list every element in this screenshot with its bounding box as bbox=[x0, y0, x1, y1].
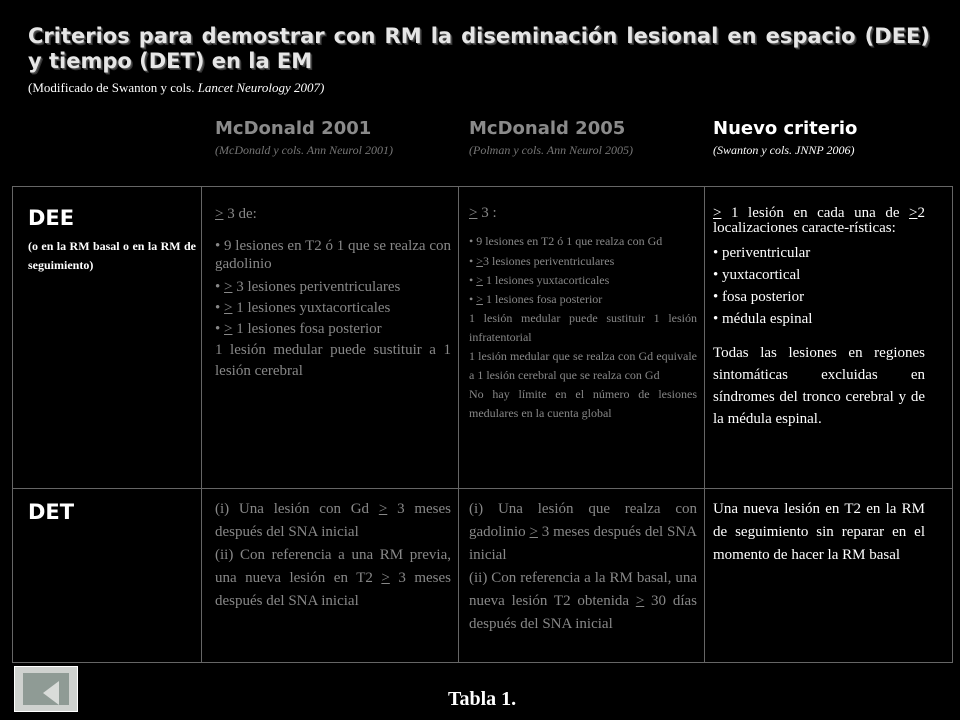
back-button[interactable] bbox=[14, 666, 78, 712]
gte-symbol: > bbox=[378, 501, 388, 517]
cell-paragraph: Todas las lesiones en regiones sintomáticas excluidas en síndromes del tronco cerebral y de la médula espinal. bbox=[713, 345, 925, 427]
list-item bbox=[469, 271, 697, 290]
row-label-dee: DEE bbox=[28, 206, 75, 230]
cell-intro bbox=[713, 206, 925, 236]
subtitle-journal: Lancet Neurology 2007) bbox=[197, 80, 325, 95]
col-ref-mcdonald-2001: (McDonald y cols. Ann Neurol 2001) bbox=[215, 143, 393, 157]
table-bottom-border bbox=[12, 662, 953, 663]
gte-symbol: > bbox=[215, 206, 224, 222]
list-item-text: 3 lesiones periventriculares bbox=[232, 279, 401, 295]
cell-det-nuevo-criterio: Una nueva lesión en T2 en la RM de seguimiento sin reparar en el momento de hacer la RM basal bbox=[713, 501, 925, 563]
col-ref-mcdonald-2005: (Polman y cols. Ann Neurol 2005) bbox=[469, 143, 633, 157]
gte-symbol: > bbox=[224, 321, 233, 337]
cell-paragraph: 1 lesión medular puede sustituir a 1 lesión cerebral bbox=[215, 342, 451, 379]
back-arrow-icon bbox=[23, 673, 69, 705]
list-item bbox=[469, 252, 697, 271]
col-divider bbox=[458, 186, 459, 663]
list-item: • 9 lesiones en T2 ó 1 que se realza con gadolinio bbox=[215, 237, 451, 273]
list-item bbox=[215, 298, 451, 319]
gte-symbol: > bbox=[713, 205, 722, 221]
row-label-det: DET bbox=[28, 500, 75, 524]
cell-intro-text: 2 localizaciones caracte-rísticas: bbox=[713, 205, 925, 236]
list-item bbox=[215, 319, 451, 340]
page-title: Criterios para demostrar con RM la diseminación lesional en espacio (DEE) y tiempo (DET) en la EM bbox=[28, 24, 930, 73]
cell-paragraph bbox=[215, 498, 451, 544]
list-item: • 9 lesiones en T2 ó 1 que realza con Gd bbox=[469, 233, 697, 249]
table-right-border bbox=[952, 186, 953, 663]
cell-text: (ii) Con referencia a la RM basal, una nueva lesión T2 obtenida bbox=[469, 570, 697, 609]
list-item: • fosa posterior bbox=[713, 286, 925, 308]
col-header-mcdonald-2005: McDonald 2005 bbox=[469, 118, 626, 139]
cell-text: 3 meses después del SNA inicial bbox=[469, 524, 697, 563]
cell-intro-text: 3 : bbox=[477, 205, 497, 221]
cell-intro bbox=[215, 204, 451, 225]
gte-symbol: > bbox=[469, 205, 478, 221]
row-note-dee: (o en la RM basal o en la RM de seguimiento) bbox=[28, 239, 196, 272]
list-item-text: 1 lesiones fosa posterior bbox=[232, 321, 382, 337]
cell-intro bbox=[469, 204, 697, 223]
cell-paragraph bbox=[469, 498, 697, 567]
cell-text: (ii) Con referencia a una RM previa, una nueva lesión en T2 bbox=[215, 547, 451, 586]
cell-det-mcdonald-2005 bbox=[469, 498, 697, 636]
list-item-text: 1 lesiones yuxtacorticales bbox=[482, 273, 610, 287]
list-item-text: 3 lesiones periventriculares bbox=[482, 254, 615, 268]
list-item-text: 1 lesiones yuxtacorticales bbox=[232, 300, 391, 316]
cell-intro-text: 3 de: bbox=[223, 206, 257, 222]
gte-symbol: > bbox=[909, 205, 918, 221]
cell-text: 3 meses después del SNA inicial bbox=[215, 501, 451, 540]
gte-symbol: > bbox=[381, 570, 390, 586]
list-item: • yuxtacortical bbox=[713, 264, 925, 286]
cell-paragraph: No hay límite en el número de lesiones medulares en la cuenta global bbox=[469, 387, 697, 420]
list-item bbox=[469, 290, 697, 309]
cell-dee-mcdonald-2001 bbox=[215, 204, 451, 382]
subtitle bbox=[28, 80, 324, 96]
cell-paragraph: 1 lesión medular puede sustituir 1 lesión infratentorial bbox=[469, 311, 697, 344]
cell-dee-nuevo-criterio bbox=[713, 206, 925, 430]
col-ref-nuevo-criterio: (Swanton y cols. JNNP 2006) bbox=[713, 143, 855, 157]
col-divider bbox=[704, 186, 705, 663]
list-item: • médula espinal bbox=[713, 308, 925, 330]
cell-paragraph bbox=[215, 544, 451, 613]
cell-intro-text: 1 lesión en cada una de bbox=[721, 205, 910, 221]
gte-symbol: > bbox=[224, 300, 233, 316]
list-item bbox=[215, 277, 451, 298]
cell-paragraph: 1 lesión medular que se realza con Gd equivale a 1 lesión cerebral que se realza con Gd bbox=[469, 349, 697, 382]
list-item: • periventricular bbox=[713, 242, 925, 264]
gte-symbol: > bbox=[476, 254, 483, 268]
subtitle-text: (Modificado de Swanton y cols. bbox=[28, 80, 198, 95]
gte-symbol: > bbox=[476, 292, 483, 306]
cell-text: (i) Una lesión que realza con gadolinio bbox=[469, 501, 697, 540]
cell-text: 30 días después del SNA inicial bbox=[469, 593, 698, 632]
col-divider bbox=[201, 186, 202, 663]
cell-text: 3 meses después del SNA inicial bbox=[215, 570, 451, 609]
cell-det-mcdonald-2001 bbox=[215, 498, 451, 613]
table-caption: Tabla 1. bbox=[448, 688, 517, 710]
cell-dee-mcdonald-2005 bbox=[469, 204, 697, 423]
row-divider bbox=[12, 488, 953, 489]
col-header-nuevo-criterio: Nuevo criterio bbox=[713, 118, 858, 139]
gte-symbol: > bbox=[635, 593, 645, 609]
cell-paragraph bbox=[469, 567, 697, 636]
gte-symbol: > bbox=[476, 273, 483, 287]
table-left-border bbox=[12, 186, 13, 663]
gte-symbol: > bbox=[529, 524, 538, 540]
col-header-mcdonald-2001: McDonald 2001 bbox=[215, 118, 372, 139]
list-item-text: 1 lesiones fosa posterior bbox=[482, 292, 603, 306]
cell-text: (i) Una lesión con Gd bbox=[215, 501, 379, 517]
table-top-border bbox=[12, 186, 953, 187]
gte-symbol: > bbox=[224, 279, 233, 295]
